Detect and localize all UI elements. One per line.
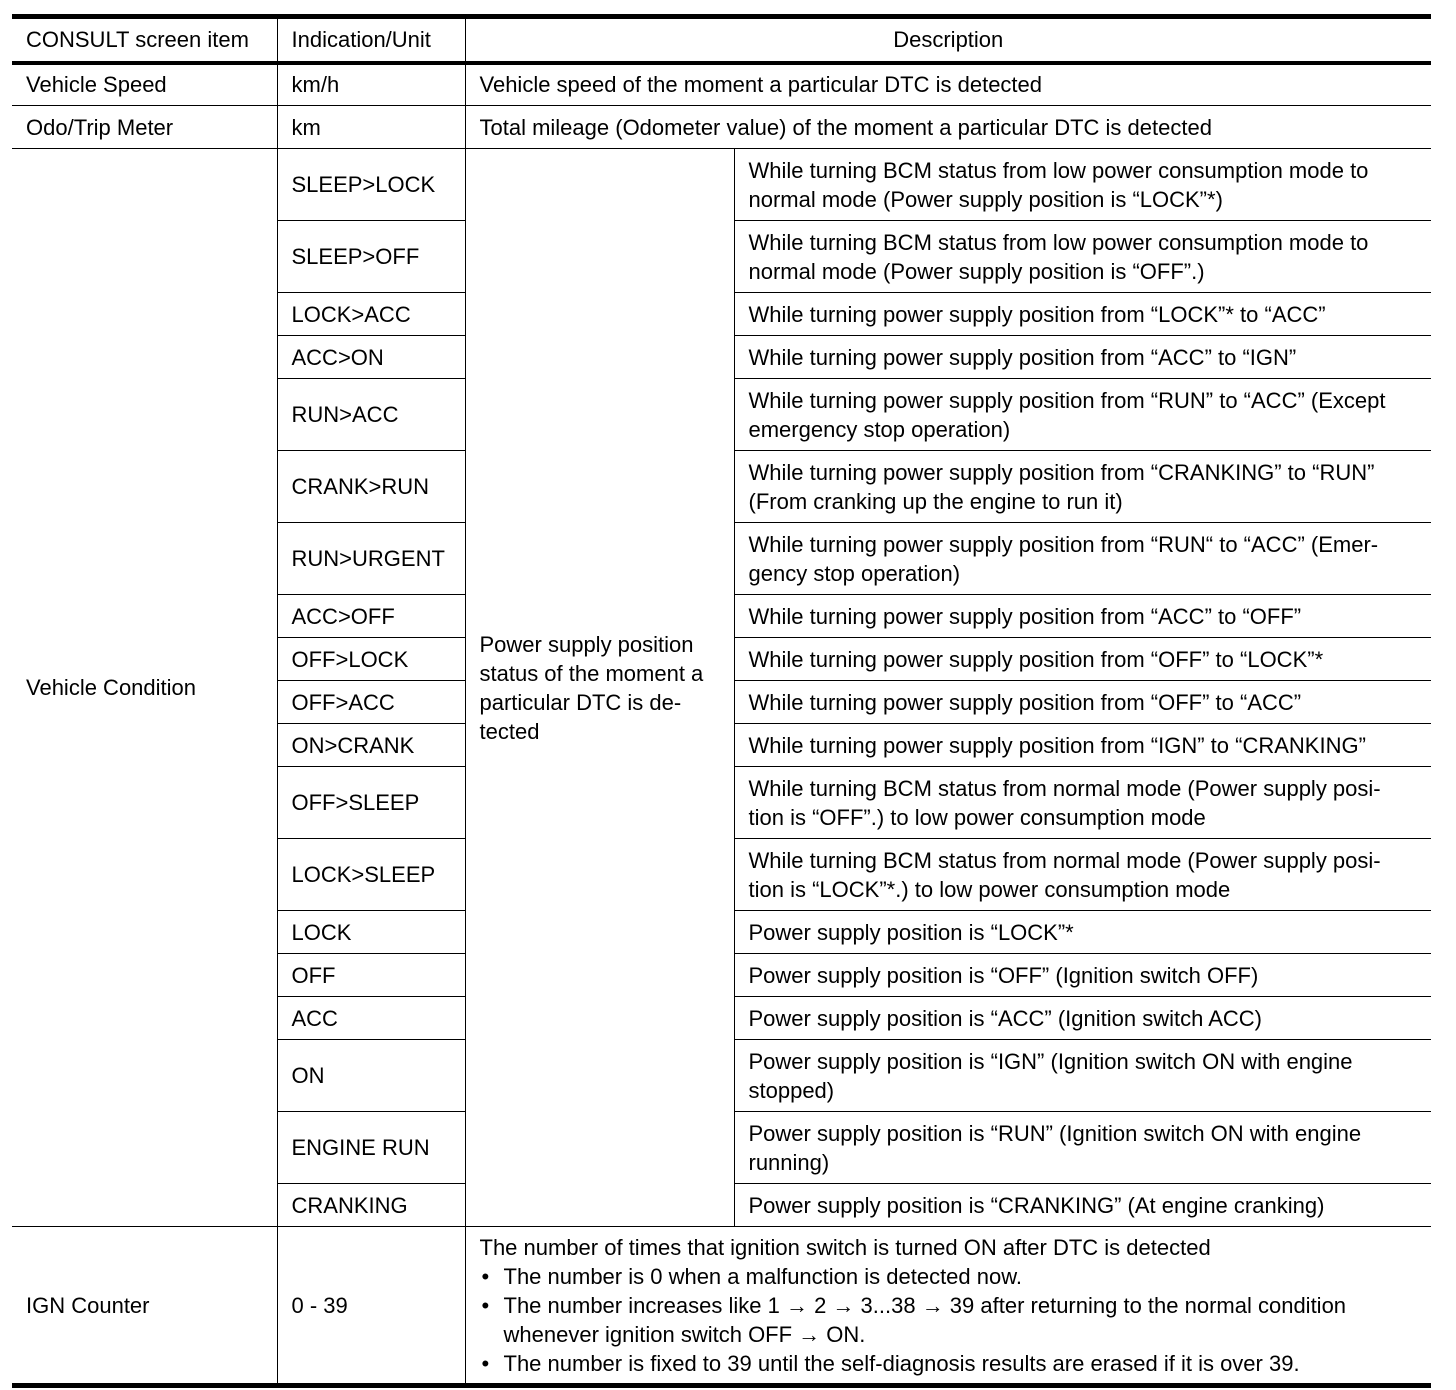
condition-state-description: While turning power supply position from “OFF” to “ACC” — [734, 681, 1431, 724]
header-row — [12, 17, 1431, 63]
condition-state-description: Power supply position is “IGN” (Ignition switch ON with engine stopped) — [734, 1040, 1431, 1112]
condition-state-description: While turning power supply position from “ACC” to “OFF” — [734, 595, 1431, 638]
table-row — [12, 63, 1431, 106]
condition-indication: ACC — [277, 997, 465, 1040]
condition-state-description: Power supply position is “RUN” (Ignition switch ON with engine running) — [734, 1112, 1431, 1184]
vehicle-condition-description: Power supply position status of the moment a particular DTC is de- tected — [465, 149, 734, 1227]
condition-indication: OFF>ACC — [277, 681, 465, 724]
condition-state-description: Power supply position is “ACC” (Ignition switch ACC) — [734, 997, 1431, 1040]
condition-state-description: While turning power supply position from “LOCK”* to “ACC” — [734, 293, 1431, 336]
condition-indication: LOCK>SLEEP — [277, 839, 465, 911]
item-vehicle-speed: Vehicle Speed — [12, 63, 277, 106]
table-row — [12, 106, 1431, 149]
condition-indication: SLEEP>OFF — [277, 221, 465, 293]
bullet-item: • The number is 0 when a malfunction is detected now. — [480, 1262, 1418, 1291]
condition-state-description: Power supply position is “LOCK”* — [734, 911, 1431, 954]
ign-counter-bullet-list — [480, 1262, 1418, 1378]
condition-indication: ON>CRANK — [277, 724, 465, 767]
item-odo-trip-meter: Odo/Trip Meter — [12, 106, 277, 149]
condition-indication: SLEEP>LOCK — [277, 149, 465, 221]
condition-indication: LOCK>ACC — [277, 293, 465, 336]
condition-indication: RUN>ACC — [277, 379, 465, 451]
condition-state-description: Power supply position is “CRANKING” (At engine cranking) — [734, 1184, 1431, 1227]
item-vehicle-condition: Vehicle Condition — [12, 149, 277, 1227]
condition-indication: OFF — [277, 954, 465, 997]
bullet-item: • The number is fixed to 39 until the self-diagnosis results are erased if it is over 39. — [480, 1349, 1418, 1378]
table-row — [12, 149, 1431, 221]
condition-state-description: While turning power supply position from “IGN” to “CRANKING” — [734, 724, 1431, 767]
unit-vehicle-speed: km/h — [277, 63, 465, 106]
condition-indication: ENGINE RUN — [277, 1112, 465, 1184]
condition-state-description: While turning power supply position from “RUN“ to “ACC” (Emer- gency stop operation) — [734, 523, 1431, 595]
unit-odo-trip-meter: km — [277, 106, 465, 149]
consult-table — [12, 14, 1431, 1388]
condition-indication: RUN>URGENT — [277, 523, 465, 595]
bullet-item: • The number increases like 1 → 2 → 3...38 → 39 after returning to the normal condition whenever ignition switch OFF → ON. — [480, 1291, 1418, 1349]
condition-indication: CRANK>RUN — [277, 451, 465, 523]
condition-indication: ON — [277, 1040, 465, 1112]
table-row — [12, 1227, 1431, 1386]
header-description: Description — [465, 17, 1431, 63]
item-ign-counter: IGN Counter — [12, 1227, 277, 1386]
condition-state-description: While turning BCM status from low power consumption mode to normal mode (Power supply position is “OFF”.) — [734, 221, 1431, 293]
header-indication-unit: Indication/Unit — [277, 17, 465, 63]
condition-indication: ACC>OFF — [277, 595, 465, 638]
table-body — [12, 17, 1431, 1386]
header-screen-item: CONSULT screen item — [12, 17, 277, 63]
description-ign-counter — [465, 1227, 1431, 1386]
unit-ign-counter: 0 - 39 — [277, 1227, 465, 1386]
condition-state-description: While turning BCM status from low power consumption mode to normal mode (Power supply position is “LOCK”*) — [734, 149, 1431, 221]
condition-indication: ACC>ON — [277, 336, 465, 379]
description-odo-trip-meter: Total mileage (Odometer value) of the moment a particular DTC is detected — [465, 106, 1431, 149]
condition-state-description: While turning BCM status from normal mode (Power supply posi- tion is “LOCK”*.) to low power consumption mode — [734, 839, 1431, 911]
condition-state-description: While turning power supply position from “CRANKING” to “RUN” (From cranking up the engine to run it) — [734, 451, 1431, 523]
condition-indication: CRANKING — [277, 1184, 465, 1227]
ign-counter-intro: The number of times that ignition switch is turned ON after DTC is detected — [479, 1234, 1211, 1260]
condition-state-description: While turning BCM status from normal mode (Power supply posi- tion is “OFF”.) to low power consumption mode — [734, 767, 1431, 839]
condition-indication: OFF>SLEEP — [277, 767, 465, 839]
condition-state-description: While turning power supply position from “OFF” to “LOCK”* — [734, 638, 1431, 681]
condition-indication: OFF>LOCK — [277, 638, 465, 681]
condition-state-description: While turning power supply position from “ACC” to “IGN” — [734, 336, 1431, 379]
condition-state-description: Power supply position is “OFF” (Ignition switch OFF) — [734, 954, 1431, 997]
description-vehicle-speed: Vehicle speed of the moment a particular DTC is detected — [465, 63, 1431, 106]
condition-state-description: While turning power supply position from “RUN” to “ACC” (Except emergency stop operation) — [734, 379, 1431, 451]
condition-indication: LOCK — [277, 911, 465, 954]
